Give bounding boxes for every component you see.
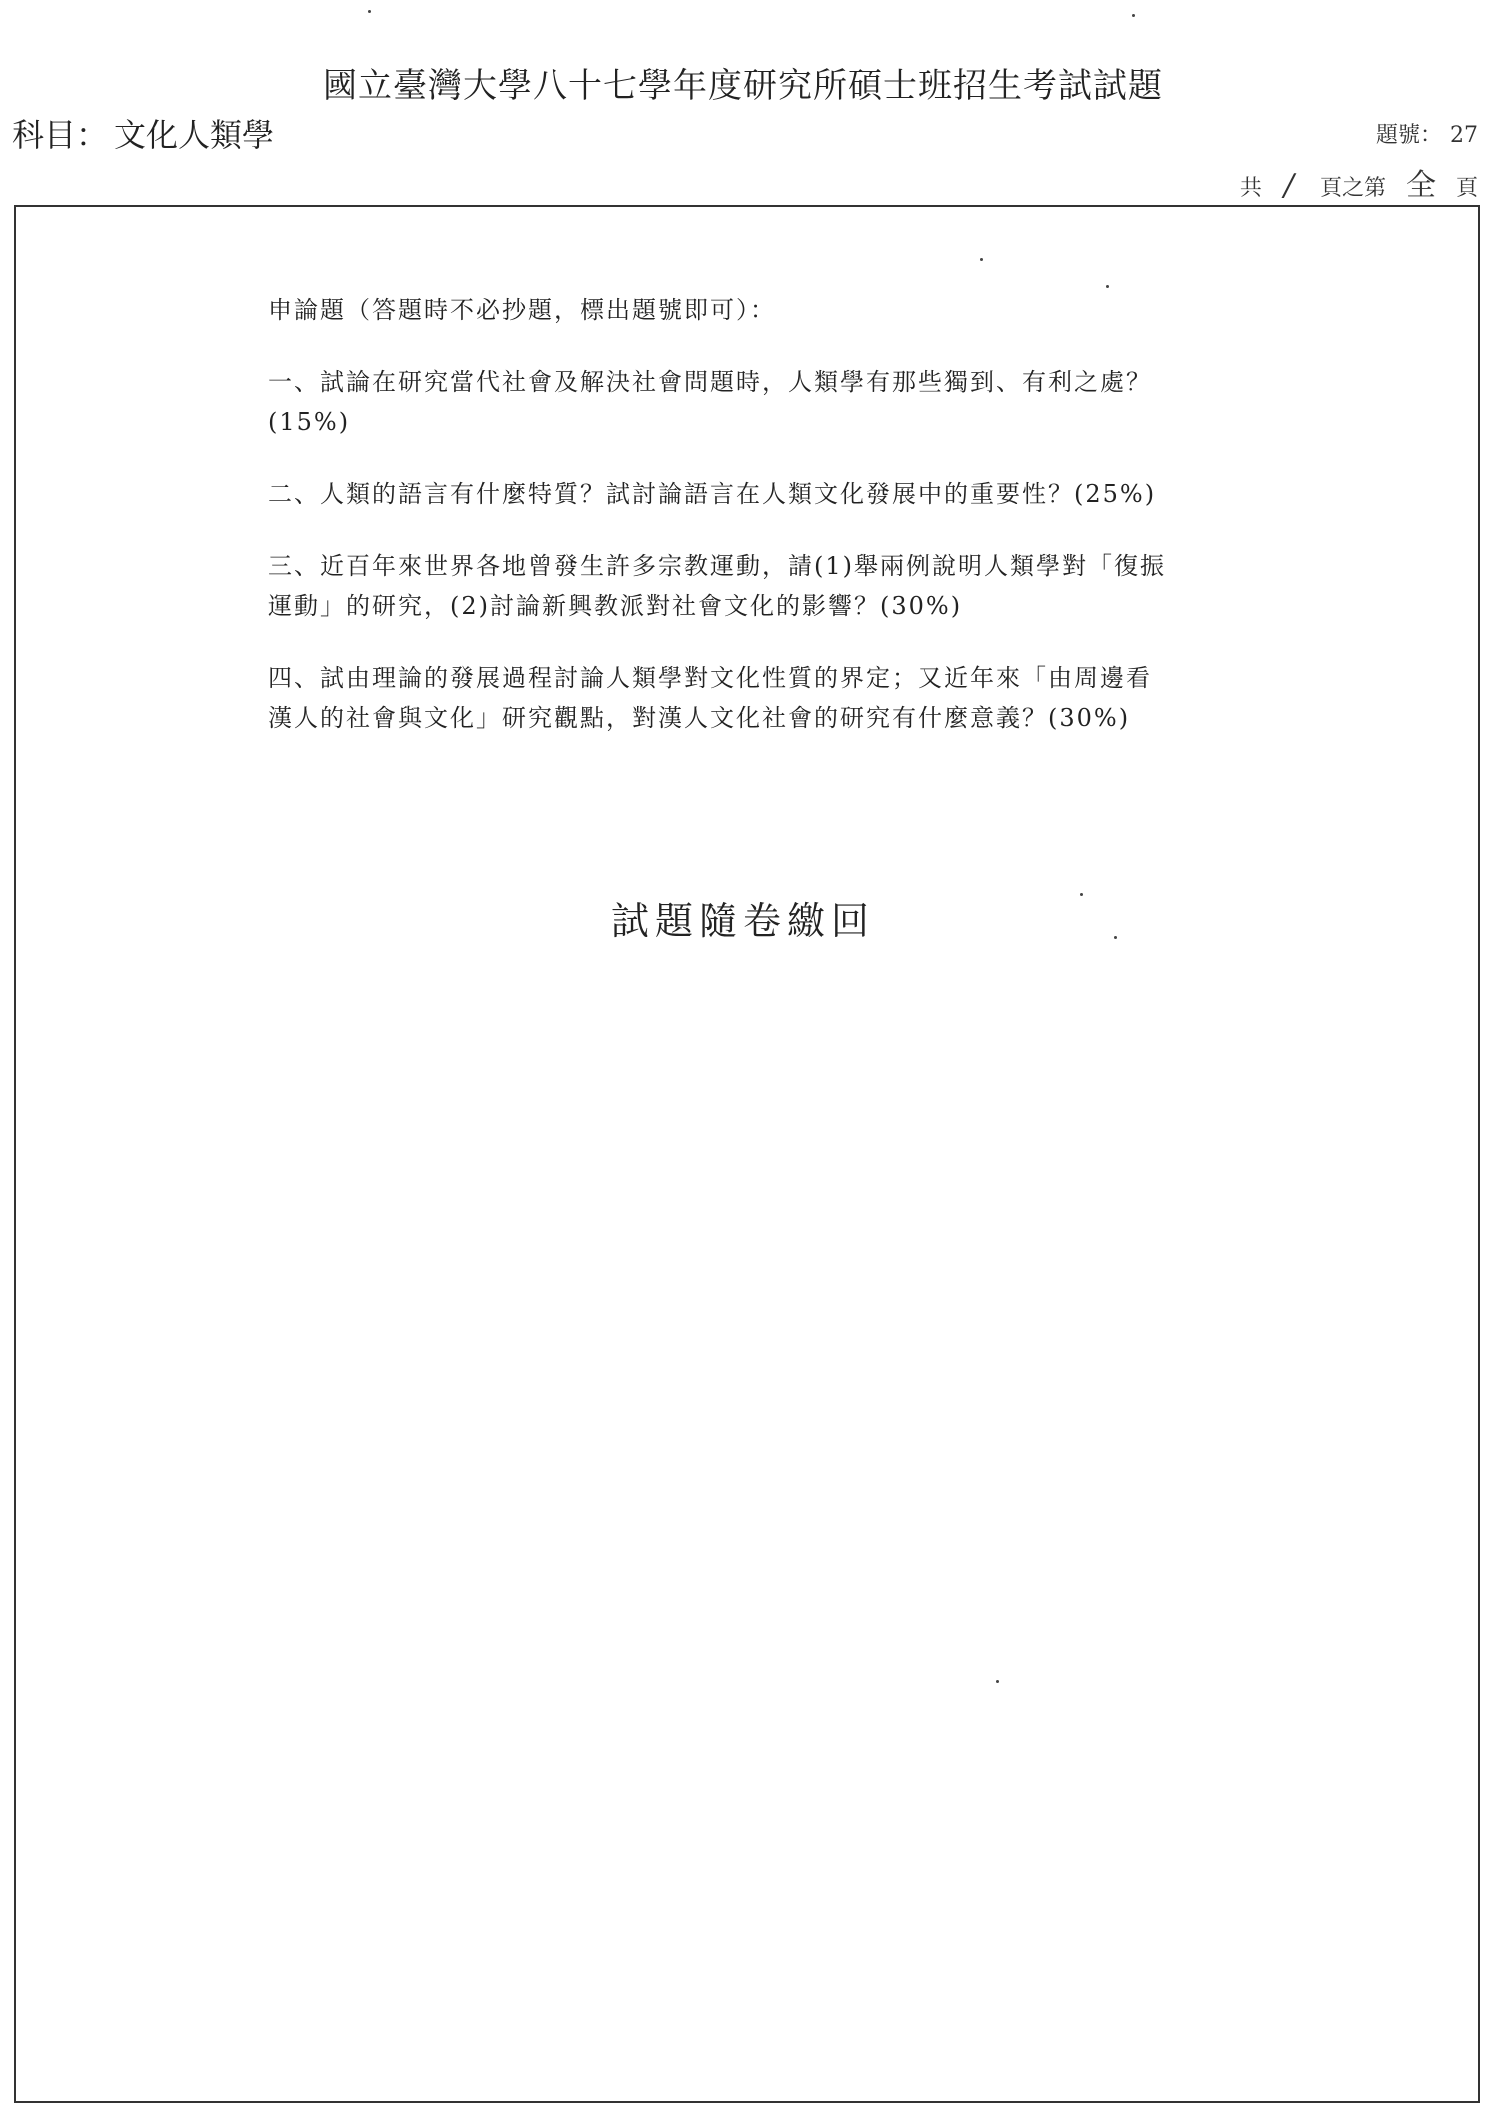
instruction-text: 申論題（答題時不必抄題，標出題號即可）： [268, 296, 776, 324]
subject-line [12, 110, 274, 156]
scan-speck [368, 10, 371, 13]
exam-content [268, 290, 1168, 770]
subject-value: 文化人類學 [114, 116, 275, 154]
scan-speck [996, 1680, 999, 1683]
question-number-label: 題號： [1375, 123, 1442, 148]
subject-label: 科目： [12, 116, 109, 154]
question-3: 三、近百年來世界各地曾發生許多宗教運動，請(1)舉兩例說明人類學對「復振運動」的研究，(2)討論新興教派對社會文化的影響？(30%) [268, 552, 1166, 620]
page-total: / [1283, 168, 1294, 203]
exam-title: 國立臺灣大學八十七學年度研究所碩士班招生考試試題 [323, 66, 1163, 106]
question-1: 一、試論在研究當代社會及解決社會問題時，人類學有那些獨到、有利之處？(15%) [268, 368, 1152, 436]
return-notice: 試題隨卷繳回 [610, 899, 875, 943]
scan-speck [1106, 285, 1109, 288]
scan-speck [1114, 936, 1117, 939]
question-4: 四、試由理論的發展過程討論人類學對文化性質的界定；又近年來「由周邊看漢人的社會與文化」研究觀點，對漢人文化社會的研究有什麼意義？(30%) [268, 664, 1152, 732]
question-number [1376, 118, 1478, 149]
page-suffix: 頁 [1455, 176, 1478, 201]
page-info [1240, 160, 1478, 204]
scan-speck [1080, 893, 1083, 896]
page-middle: 頁之第 [1319, 176, 1386, 201]
question-2: 二、人類的語言有什麼特質？試討論語言在人類文化發展中的重要性？(25%) [268, 480, 1157, 508]
scan-speck [980, 258, 983, 261]
page-current: 全 [1405, 168, 1436, 203]
scan-speck [1132, 14, 1135, 17]
page-prefix: 共 [1239, 176, 1262, 201]
question-number-value: 27 [1450, 123, 1478, 148]
